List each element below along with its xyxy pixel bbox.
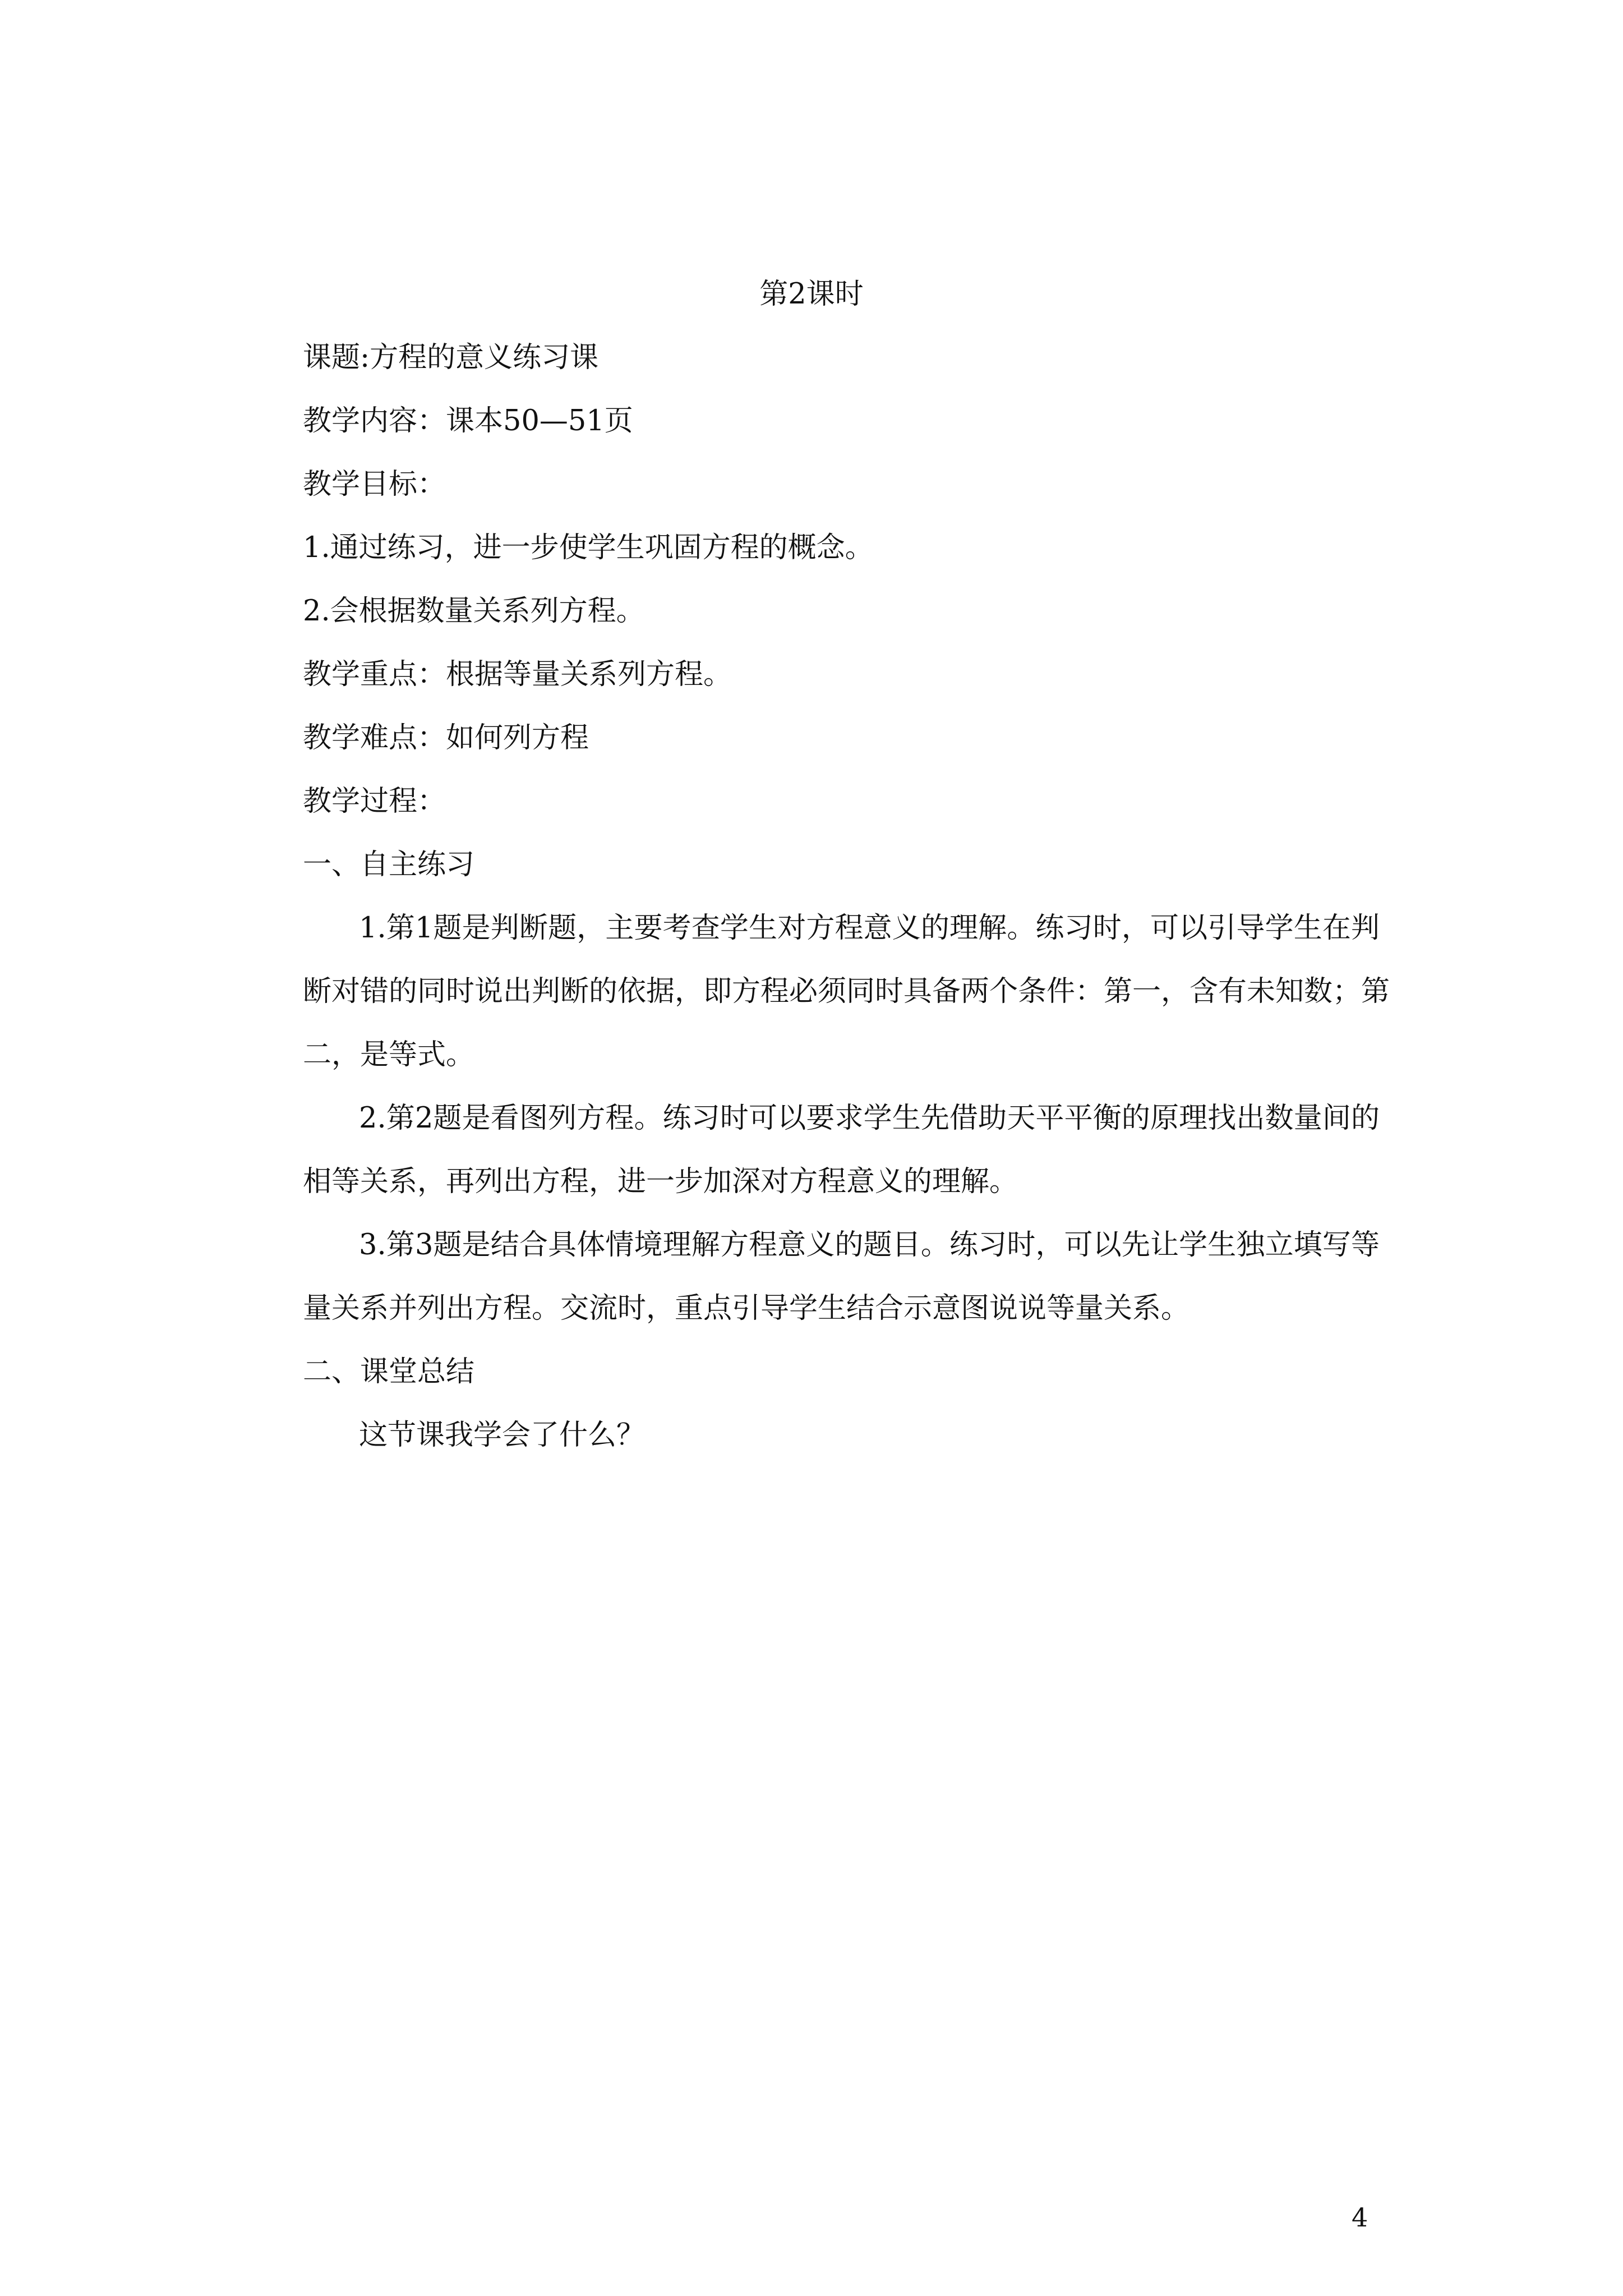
summary-question: 这节课我学会了什么？ — [359, 1419, 645, 1452]
page-number: 4 — [1352, 2202, 1368, 2233]
objective-1: 1.通过练习，进一步使学生巩固方程的概念。 — [303, 531, 874, 564]
exercise-item-1-line-1: 1.第1题是判断题，主要考查学生对方程意义的理解。练习时，可以引导学生在判 — [359, 912, 1380, 945]
objective-2: 2.会根据数量关系列方程。 — [303, 595, 645, 628]
lesson-title: 第2课时 — [759, 278, 864, 311]
teaching-content: 教学内容：课本50—51页 — [303, 404, 633, 438]
exercise-item-2-line-2: 相等关系，再列出方程，进一步加深对方程意义的理解。 — [303, 1165, 1018, 1198]
exercise-item-2-line-1: 2.第2题是看图列方程。练习时可以要求学生先借助天平平衡的原理找出数量间的 — [359, 1102, 1380, 1135]
section-2-heading: 二、课堂总结 — [303, 1355, 475, 1388]
exercise-item-1 — [303, 912, 1390, 1102]
process-heading: 教学过程： — [303, 785, 446, 818]
exercise-item-1-line-2: 断对错的同时说出判断的依据，即方程必须同时具备两个条件：第一，含有未知数；第 — [303, 975, 1390, 1008]
objectives-heading: 教学目标： — [303, 468, 446, 501]
exercise-item-3 — [303, 1228, 1380, 1355]
section-1-heading: 一、自主练习 — [303, 848, 475, 881]
difficulty: 教学难点：如何列方程 — [303, 721, 589, 754]
exercise-item-3-line-2: 量关系并列出方程。交流时，重点引导学生结合示意图说说等量关系。 — [303, 1292, 1190, 1325]
key-point: 教学重点：根据等量关系列方程。 — [303, 658, 732, 691]
exercise-item-3-line-1: 3.第3题是结合具体情境理解方程意义的题目。练习时，可以先让学生独立填写等 — [359, 1228, 1380, 1262]
lesson-subject: 课题:方程的意义练习课 — [303, 341, 599, 374]
exercise-item-1-line-3: 二，是等式。 — [303, 1038, 475, 1071]
exercise-item-2 — [303, 1102, 1380, 1228]
